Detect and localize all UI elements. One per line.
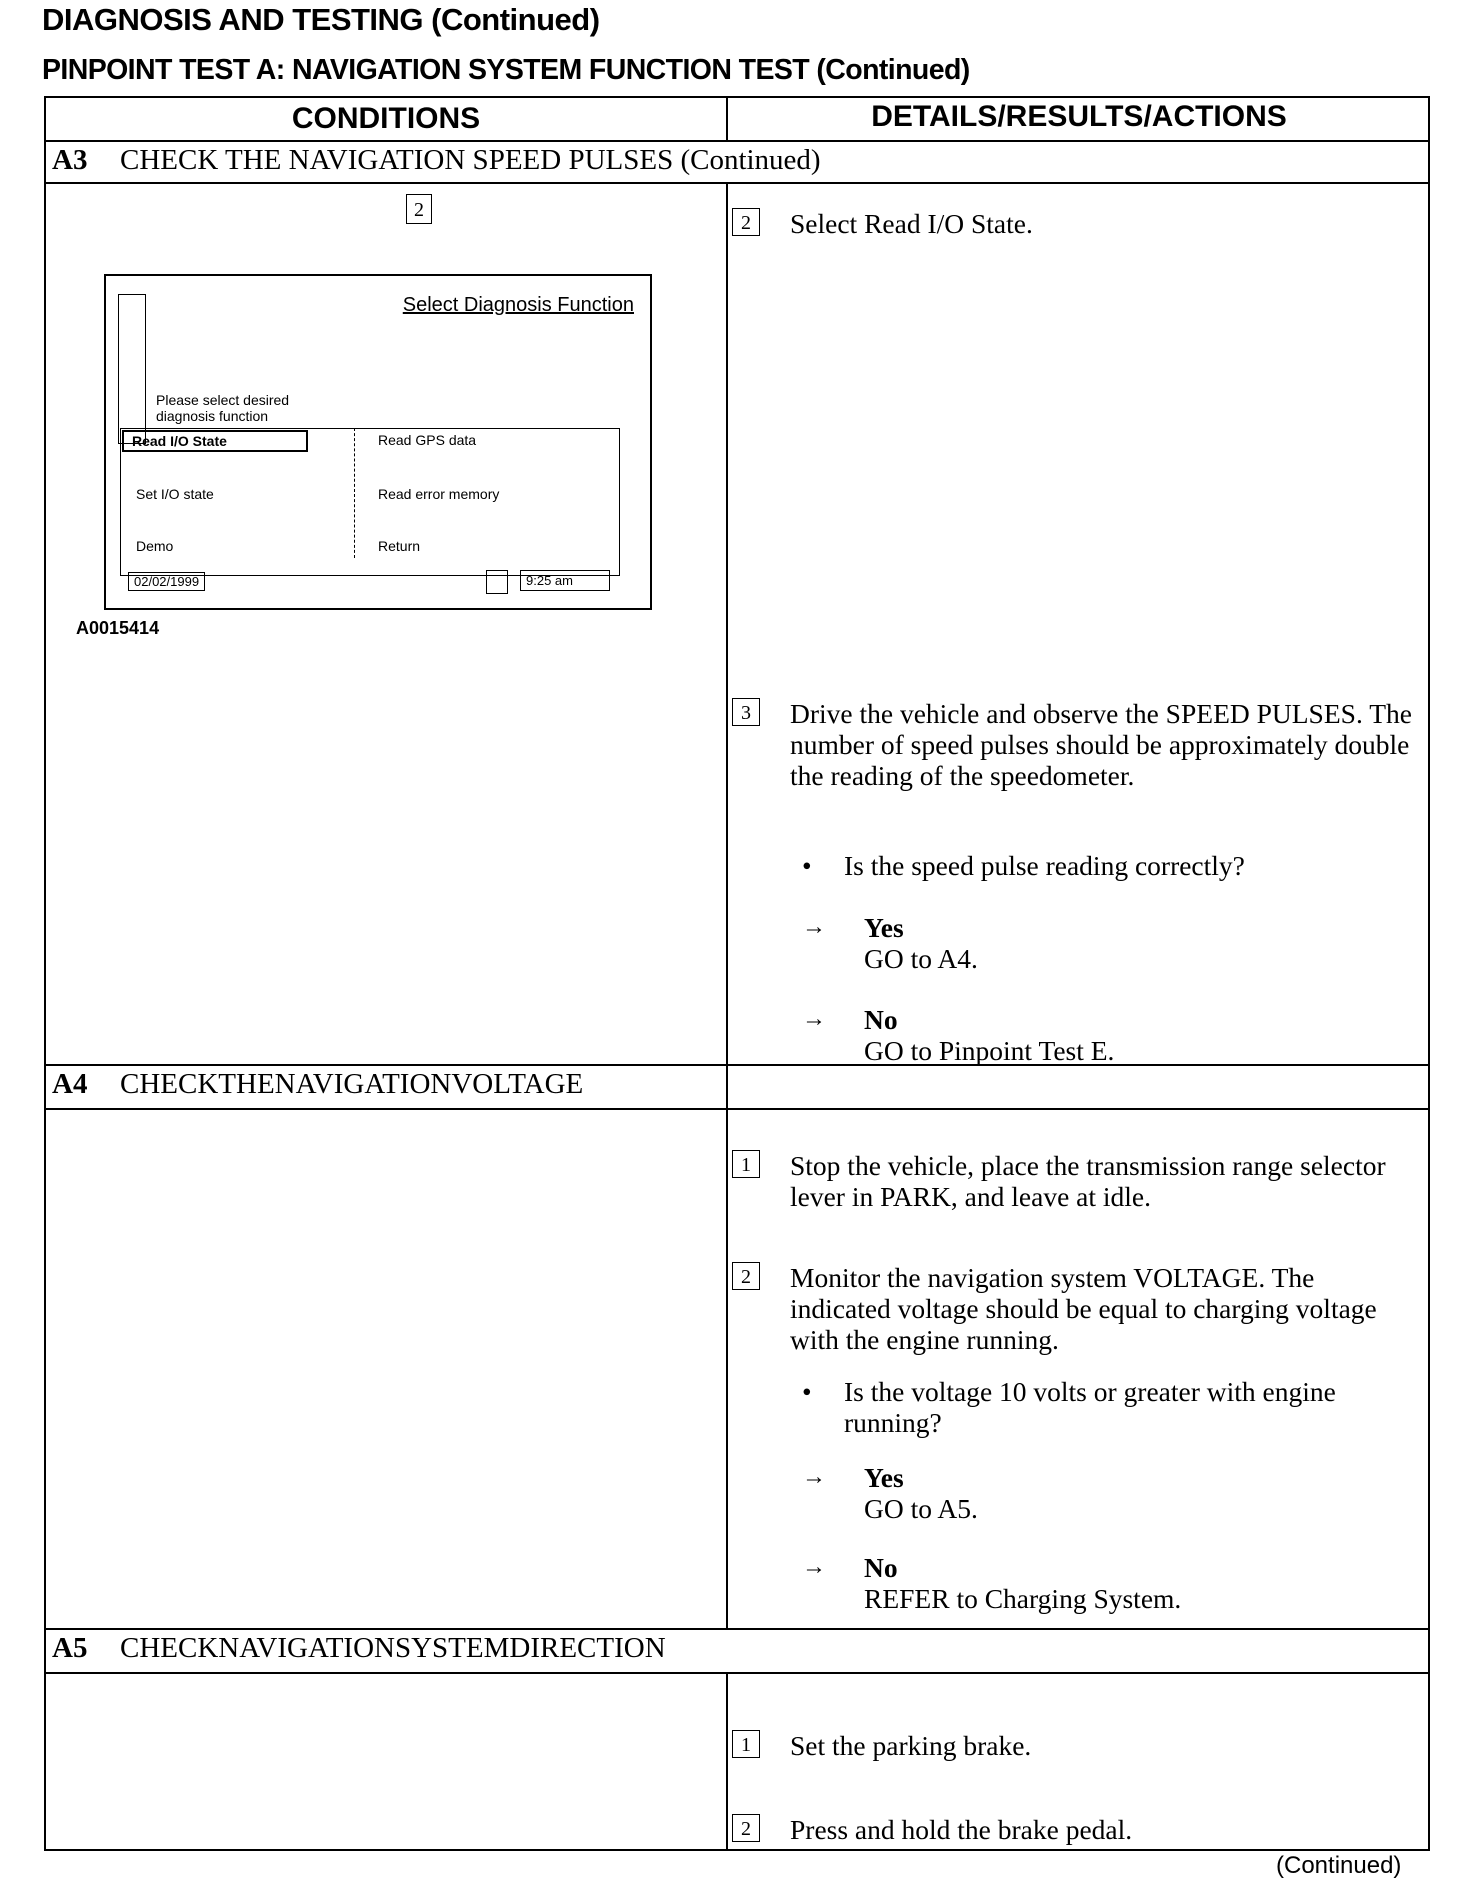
step-text: Select Read I/O State.	[790, 208, 1033, 239]
menu-divider	[354, 428, 355, 558]
test-title: PINPOINT TEST A: NAVIGATION SYSTEM FUNCTION TEST (Continued)	[42, 54, 970, 86]
a4-step-2	[732, 1262, 1412, 1355]
page-title: DIAGNOSIS AND TESTING (Continued)	[42, 2, 600, 37]
menu-option-demo: Demo	[136, 538, 174, 554]
step-number: 1	[732, 1730, 760, 1758]
continued-label: (Continued)	[1276, 1852, 1402, 1879]
row-divider	[46, 1064, 1428, 1066]
arrow-right-icon: →	[802, 1464, 826, 1490]
arrow-right-icon: →	[802, 1006, 826, 1032]
section-a3-id: A3	[52, 144, 88, 176]
row-divider	[46, 1108, 1428, 1110]
step-number: 2	[732, 1262, 760, 1290]
a4-question: • Is the voltage 10 volts or greater with engine running?	[802, 1376, 1336, 1438]
section-a4-id: A4	[52, 1068, 88, 1100]
step-number: 2	[732, 208, 760, 236]
screen-title: Select Diagnosis Function	[402, 294, 634, 316]
a3-answer-yes: → Yes GO to A4.	[802, 912, 978, 974]
section-a4-title: CHECKTHENAVIGATIONVOLTAGE	[120, 1068, 584, 1100]
step-number: 1	[732, 1150, 760, 1178]
step-number: 2	[732, 1814, 760, 1842]
row-divider	[46, 140, 1428, 142]
section-a5-title: CHECKNAVIGATIONSYSTEMDIRECTION	[120, 1632, 666, 1664]
a5-step-1	[732, 1730, 1412, 1761]
arrow-right-icon: →	[802, 914, 826, 940]
section-a5-id: A5	[52, 1632, 88, 1664]
screen-date: 02/02/1999	[128, 572, 205, 591]
step-text: Press and hold the brake pedal.	[790, 1814, 1133, 1845]
column-divider	[726, 1108, 728, 1628]
a3-step-2	[732, 208, 1412, 239]
row-divider	[46, 1628, 1428, 1630]
section-a3-header	[52, 144, 821, 177]
section-a5-header	[52, 1632, 666, 1665]
bullet-icon: •	[802, 850, 812, 881]
a3-step-3	[732, 698, 1412, 791]
a5-step-2	[732, 1814, 1412, 1845]
screen-time: 9:25 am	[520, 570, 610, 591]
screen-indicator-box	[486, 570, 508, 594]
a4-answer-yes: → Yes GO to A5.	[802, 1462, 978, 1524]
row-divider	[46, 1672, 1428, 1674]
a4-answer-no: → No REFER to Charging System.	[802, 1552, 1182, 1614]
arrow-right-icon: →	[802, 1554, 826, 1580]
figure-step-number: 2	[406, 194, 432, 224]
row-divider	[46, 182, 1428, 184]
bullet-icon: •	[802, 1376, 812, 1407]
a3-question: • Is the speed pulse reading correctly?	[802, 850, 1245, 881]
menu-option-read-io-state: Read I/O State	[122, 430, 308, 452]
step-text: Monitor the navigation system VOLTAGE. The indicated voltage should be equal to charging voltage with the engine running.	[790, 1262, 1377, 1355]
conditions-column-header: CONDITIONS	[291, 102, 481, 135]
column-divider	[726, 1672, 728, 1850]
column-divider	[726, 182, 728, 1164]
step-text: Set the parking brake.	[790, 1730, 1032, 1761]
screen-prompt: Please select desired diagnosis function	[156, 392, 290, 424]
scroll-bar-graphic	[118, 294, 146, 444]
section-a4-header	[52, 1068, 583, 1101]
diagnosis-screen-figure	[104, 274, 652, 610]
figure-id: A0015414	[76, 618, 160, 638]
step-text: Stop the vehicle, place the transmission range selector lever in PARK, and leave at idle.	[790, 1150, 1386, 1212]
a4-step-1	[732, 1150, 1412, 1212]
column-divider	[726, 98, 728, 140]
step-number: 3	[732, 698, 760, 726]
step-text: Drive the vehicle and observe the SPEED PULSES. The number of speed pulses should be approximately double the reading of the speedometer.	[790, 698, 1412, 791]
details-column-header: DETAILS/RESULTS/ACTIONS	[871, 100, 1287, 133]
a3-answer-no: → No GO to Pinpoint Test E.	[802, 1004, 1115, 1066]
menu-option-return: Return	[378, 538, 421, 554]
menu-option-read-error-memory: Read error memory	[378, 486, 500, 502]
pinpoint-test-table	[44, 96, 1430, 1851]
menu-option-set-io-state: Set I/O state	[136, 486, 214, 502]
section-a3-title: CHECK THE NAVIGATION SPEED PULSES (Continued)	[120, 144, 821, 176]
menu-option-read-gps-data: Read GPS data	[378, 432, 477, 448]
